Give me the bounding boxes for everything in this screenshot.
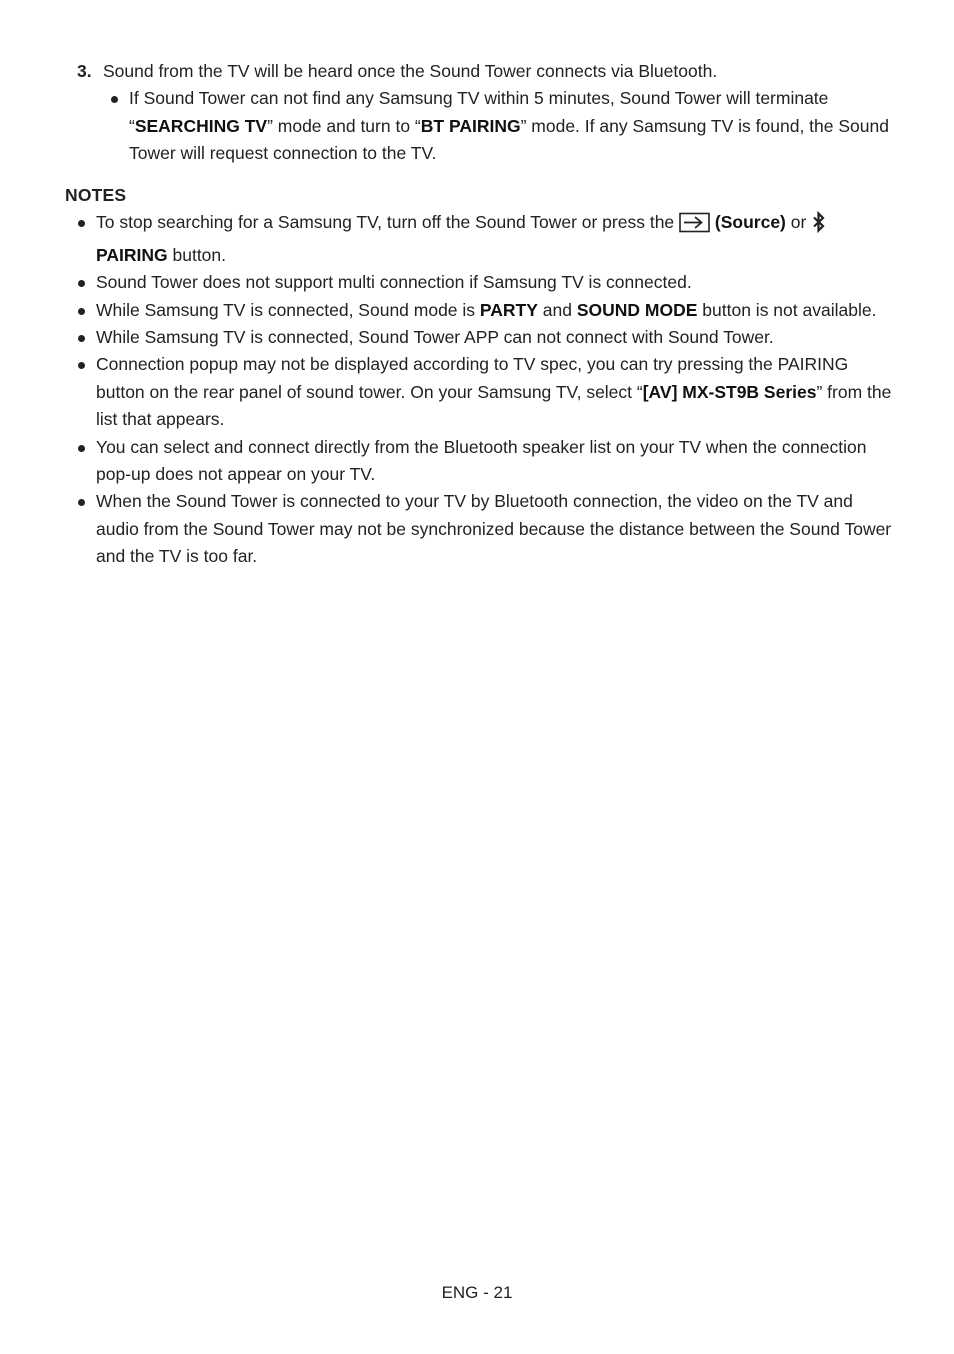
step-3: [77, 58, 897, 168]
step-text: Sound from the TV will be heard once the Sound Tower connects via Bluetooth.: [103, 61, 718, 81]
step-number: 3.: [77, 61, 92, 81]
mode-searching-tv: SEARCHING TV: [134, 115, 268, 136]
list-item: You can select and connect directly from the Bluetooth speaker list on your TV when the connection pop-up does not appear on your TV.: [65, 434, 895, 489]
list-item: To stop searching for a Samsung TV, turn off the Sound Tower or press the (Source) or PAIRING button.: [65, 209, 895, 269]
bullet-icon: [111, 96, 118, 103]
device-name-label: [AV] MX-ST9B Series: [642, 381, 817, 402]
sound-mode-label: SOUND MODE: [576, 299, 698, 320]
list-item: Connection popup may not be displayed according to TV spec, you can try pressing the PAIRING button on the rear panel of sound tower. On your Samsung TV, select “[AV] MX-ST9B Series” from the list that appears.: [65, 351, 895, 433]
list-item: Sound Tower does not support multi connection if Samsung TV is connected.: [65, 269, 895, 296]
source-label: (Source): [714, 212, 786, 233]
party-label: PARTY: [479, 299, 538, 320]
list-item: If Sound Tower can not find any Samsung TV within 5 minutes, Sound Tower will terminate “SEARCHING TV” mode and turn to “BT PAIRING” mode. If any Samsung TV is found, the Sound Tower will request connection to the TV.: [111, 85, 897, 167]
page-number: ENG - 21: [441, 1283, 513, 1302]
bluetooth-icon: [811, 211, 827, 241]
bullet-icon: [78, 308, 85, 315]
bullet-icon: [78, 280, 85, 287]
bullet-icon: [78, 445, 85, 452]
notes-section: [65, 182, 895, 571]
notes-heading: NOTES: [65, 185, 127, 205]
list-item: While Samsung TV is connected, Sound mode is PARTY and SOUND MODE button is not available.: [65, 297, 895, 324]
mode-bt-pairing: BT PAIRING: [420, 115, 521, 136]
list-item: When the Sound Tower is connected to your TV by Bluetooth connection, the video on the TV and audio from the Sound Tower may not be synchronized because the distance between the Sound Tower and the TV is too far.: [65, 488, 895, 570]
list-item: While Samsung TV is connected, Sound Tower APP can not connect with Sound Tower.: [65, 324, 895, 351]
step-sub-list: [111, 85, 897, 167]
source-icon: [679, 212, 710, 241]
bullet-icon: [78, 335, 85, 342]
bullet-icon: [78, 220, 85, 227]
bullet-icon: [78, 499, 85, 506]
pairing-label: PAIRING: [96, 244, 168, 265]
notes-list: [65, 209, 895, 570]
bullet-icon: [78, 362, 85, 369]
